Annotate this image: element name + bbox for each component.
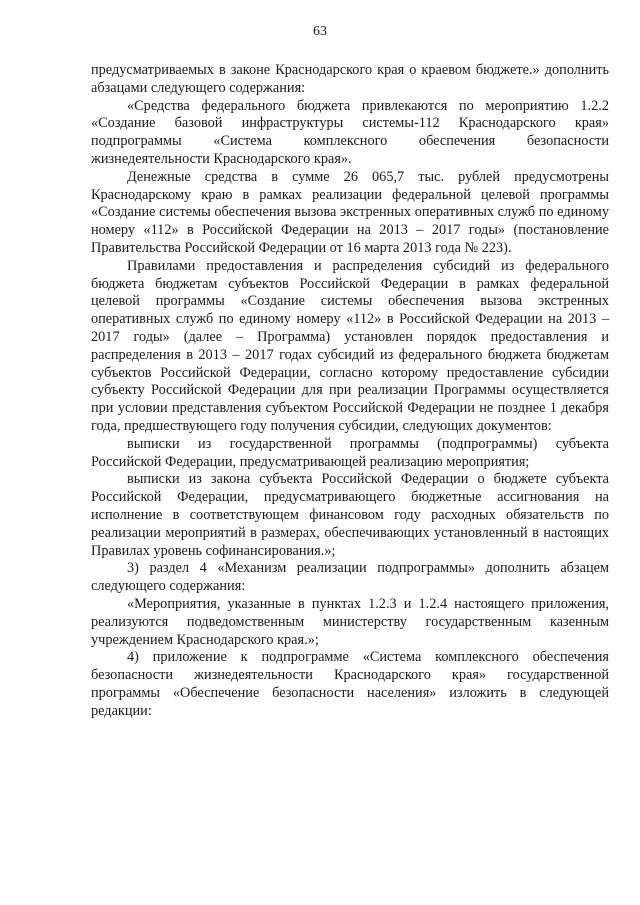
paragraph: Правилами предоставления и распределения субсидий из федерального бюджета бюджетам субъектов Российской Федерации в рамках федеральной целевой программы «Создание системы обеспечения вызова экстренных оперативных служб по единому номеру «112» в Российской Федерации на 2013 – 2017 годы» (далее – Программа) установлен порядок предоставления и распределения в 2013 – 2017 годах субсидий из федерального бюджета бюджетам субъектов Российской Федерации, согласно которому предоставление субсидии субъекту Российской Федерации для при реализации Программы осуществляется при условии представления субъектом Российской Федерации не позднее 1 декабря года, предшествующего году получения субсидии, следующих документов: [91, 257, 609, 434]
paragraph: предусматриваемых в законе Краснодарского края о краевом бюджете.» дополнить абзацами следующего содержания: [91, 62, 609, 96]
paragraph: 4) приложение к подпрограмме «Система комплексного обеспечения безопасности жизнедеятельности Краснодарского края» государственной программы «Обеспечение безопасности населения» изложить в следующей редакции: [91, 649, 609, 719]
paragraph: 3) раздел 4 «Механизм реализации подпрограммы» дополнить абзацем следующего содержания: [91, 560, 609, 595]
paragraph: «Средства федерального бюджета привлекаются по мероприятию 1.2.2 «Создание базовой инфраструктуры системы-112 Краснодарского края» подпрограммы «Система комплексного обеспечения безопасности жизнедеятельности Краснодарского края». [91, 97, 609, 167]
page-number: 63 [313, 24, 327, 39]
paragraph: «Мероприятия, указанные в пунктах 1.2.3 и 1.2.4 настоящего приложения, реализуются подведомственным министерству государственным казенным учреждением Краснодарского края.»; [91, 595, 609, 648]
paragraph: выписки из государственной программы (подпрограммы) субъекта Российской Федерации, предусматривающей реализацию мероприятия; [91, 435, 609, 470]
paragraph: Денежные средства в сумме 26 065,7 тыс. рублей предусмотрены Краснодарскому краю в рамках реализации федеральной целевой программы «Создание системы обеспечения вызова экстренных оперативных служб по единому номеру «112» в Российской Федерации на 2013 – 2017 годы» (постановление Правительства Российской Федерации от 16 марта 2013 года № 223). [91, 168, 609, 256]
document-body [91, 62, 609, 720]
paragraph: выписки из закона субъекта Российской Федерации о бюджете субъекта Российской Федерации, предусматривающего бюджетные ассигнования на исполнение в соответствующем финансовом году расходных обязательств по реализации мероприятий в размерах, обеспечивающих установленный в настоящих Правилах уровень софинансирования.»; [91, 471, 609, 559]
